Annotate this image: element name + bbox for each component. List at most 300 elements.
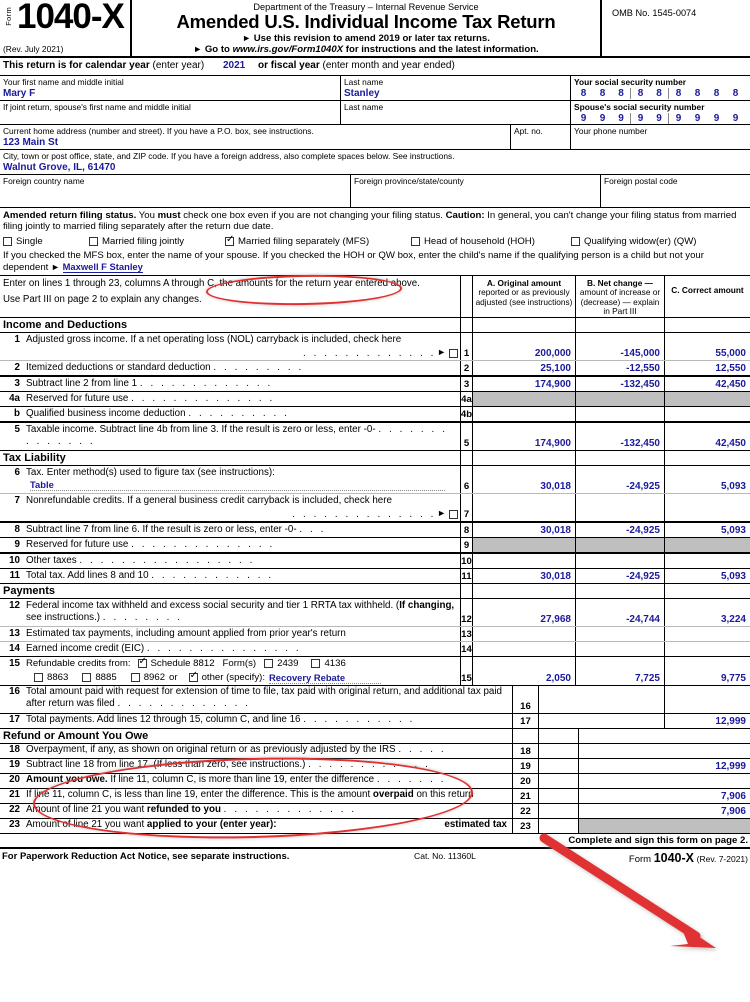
spouse-ssn-digit: 9 bbox=[637, 113, 644, 124]
first-name-field[interactable] bbox=[0, 76, 340, 100]
line-22-col-c[interactable]: 7,906 bbox=[578, 804, 750, 818]
line-3-gutter: 3 bbox=[460, 377, 472, 391]
form-id-block bbox=[0, 0, 132, 56]
checkbox-mfs-icon[interactable] bbox=[225, 237, 234, 246]
spouse-first-name-field[interactable] bbox=[0, 101, 340, 124]
fiscal-year-label: or fiscal year bbox=[258, 60, 320, 71]
spouse-ssn-caption: Spouse's social security number bbox=[574, 102, 705, 112]
line-18-text: Overpayment, if any, as shown on original return or as previously adjusted by the IRS bbox=[26, 744, 396, 755]
line-11-description bbox=[0, 569, 460, 583]
footer-form-label: Form bbox=[628, 854, 652, 865]
line-4a-description bbox=[0, 392, 460, 406]
checkbox-schedule-8812-icon[interactable] bbox=[138, 659, 147, 668]
line-6-description bbox=[0, 466, 460, 493]
column-c-spacer bbox=[664, 451, 750, 465]
line-6-col-a[interactable]: 30,018 bbox=[472, 466, 575, 493]
column-a-spacer bbox=[472, 451, 575, 465]
spouse-last-name-caption: Last name bbox=[344, 102, 384, 112]
line-15-forms-word: Form(s) bbox=[222, 658, 257, 669]
spouse-ssn-digit: 9 bbox=[713, 113, 720, 124]
column-c-spacer bbox=[578, 729, 750, 743]
checkbox-qw-icon[interactable] bbox=[571, 237, 580, 246]
line-3-col-a[interactable]: 174,900 bbox=[472, 377, 575, 391]
footer-form-id bbox=[540, 851, 750, 865]
line-15-row-1 bbox=[26, 658, 456, 670]
line-4b-col-c[interactable] bbox=[664, 407, 750, 421]
column-c-subtitle: amount bbox=[713, 284, 744, 295]
line-13-gutter: 13 bbox=[461, 629, 472, 640]
line-14-col-b[interactable] bbox=[575, 642, 664, 656]
spouse-last-name-field[interactable] bbox=[340, 101, 570, 124]
foreign-postal-caption: Foreign postal code bbox=[604, 176, 678, 186]
line-5-gutter: 5 bbox=[460, 423, 472, 450]
column-b-header bbox=[575, 276, 664, 317]
line-22-description bbox=[0, 804, 512, 818]
line-10-description bbox=[0, 554, 460, 568]
phone-value bbox=[574, 136, 747, 137]
line-15-col-c[interactable]: 9,775 bbox=[664, 657, 750, 685]
line-8-col-a[interactable]: 30,018 bbox=[472, 523, 575, 537]
line-2-col-c[interactable]: 12,550 bbox=[664, 361, 750, 375]
line-2-dots: . . . . . . . . . bbox=[213, 362, 304, 373]
line-9-text: Reserved for future use bbox=[26, 539, 129, 550]
line-11-col-a[interactable]: 30,018 bbox=[472, 569, 575, 583]
line-1-col-c[interactable]: 55,000 bbox=[664, 333, 750, 360]
phone-field[interactable] bbox=[570, 125, 750, 149]
foreign-province-caption: Foreign province/state/county bbox=[354, 176, 464, 186]
instructions-line-2: Use Part III on page 2 to explain any changes. bbox=[3, 294, 202, 306]
foreign-country-field[interactable] bbox=[0, 175, 350, 207]
line-number: 3 bbox=[14, 378, 20, 389]
line-18-dots: . . . . . bbox=[398, 744, 447, 755]
column-instructions bbox=[0, 276, 460, 317]
filing-status-text-b: check one box even if you are not changing your filing status. bbox=[180, 210, 446, 221]
line-14-text: Earned income credit (EIC) bbox=[26, 643, 145, 654]
line-3-col-b[interactable]: -132,450 bbox=[575, 377, 664, 391]
line-6-gutter: 6 bbox=[460, 466, 472, 493]
line-15-specify-value[interactable]: Recovery Rebate bbox=[269, 672, 381, 685]
line-12-col-a[interactable]: 27,968 bbox=[472, 599, 575, 626]
line-2-description bbox=[0, 361, 460, 375]
line-23-estimated-tax-label: estimated tax bbox=[444, 819, 507, 830]
foreign-address-row bbox=[0, 175, 750, 208]
table-row bbox=[0, 361, 750, 377]
line-17-col-c[interactable]: 12,999 bbox=[664, 714, 750, 728]
line-16-dots: . . . . . . . . . . . . . bbox=[117, 697, 251, 709]
line-4a-gutter: 4a bbox=[461, 394, 472, 405]
address-field[interactable] bbox=[0, 125, 510, 149]
column-a-spacer bbox=[472, 584, 575, 598]
mfs-arrow-icon: ► bbox=[51, 262, 60, 273]
line-2-text: Itemized deductions or standard deduction bbox=[26, 362, 211, 373]
line-7-col-c[interactable] bbox=[664, 494, 750, 521]
gutter-spacer bbox=[512, 729, 538, 743]
line-12-dots: . . . . . . . . bbox=[102, 611, 183, 623]
line-number: 10 bbox=[9, 555, 20, 566]
line-22-dots: . . . . . . . . . . . . . bbox=[223, 804, 357, 815]
line-20-description bbox=[0, 774, 512, 788]
checkbox-8885-icon[interactable] bbox=[82, 673, 91, 682]
line-number: 16 bbox=[9, 686, 20, 697]
line-1-gutter: 1 bbox=[460, 333, 472, 360]
calendar-year-row bbox=[0, 58, 750, 76]
section-tax-liability bbox=[0, 451, 750, 466]
column-a-subtitle: reported or as previously adjusted (see instructions) bbox=[475, 287, 573, 307]
table-row bbox=[0, 494, 750, 523]
line-6-method-value[interactable]: Table bbox=[30, 479, 445, 492]
spouse-ssn-digit: 9 bbox=[694, 113, 701, 124]
line-7-text: Nonrefundable credits. If a general business credit carryback is included, check here bbox=[26, 495, 392, 506]
column-b-spacer bbox=[575, 451, 664, 465]
spouse-ssn-digit: 9 bbox=[675, 113, 682, 124]
spouse-first-name-caption: If joint return, spouse's first name and middle initial bbox=[3, 102, 191, 112]
last-name-field[interactable] bbox=[340, 76, 570, 100]
ssn-digit: 8 bbox=[599, 88, 606, 99]
line-11-col-c[interactable]: 5,093 bbox=[664, 569, 750, 583]
line-21-col-c[interactable]: 7,906 bbox=[578, 789, 750, 803]
blank-spacer bbox=[538, 729, 578, 743]
line-13-text: Estimated tax payments, including amount applied from prior year's return bbox=[26, 628, 346, 639]
table-row bbox=[0, 789, 750, 804]
form-number-title: 1040-X bbox=[17, 0, 124, 36]
spouse-last-name-value bbox=[344, 112, 567, 113]
spouse-first-name-value bbox=[3, 112, 337, 113]
calendar-year-value[interactable]: 2021 bbox=[222, 60, 246, 71]
line-4a-col-a bbox=[472, 392, 575, 406]
line-number: 6 bbox=[14, 467, 20, 478]
line-21-text-pre: If line 11, column C, is less than line 19, enter the difference. This is the amount bbox=[26, 789, 373, 800]
line-8-gutter: 8 bbox=[460, 523, 472, 537]
line-7-carryback-checkbox[interactable] bbox=[449, 510, 458, 519]
line-4b-col-b[interactable] bbox=[575, 407, 664, 421]
filing-status-options bbox=[3, 236, 747, 247]
last-name-caption: Last name bbox=[344, 77, 384, 87]
line-10-col-a[interactable] bbox=[472, 554, 575, 568]
section-tax-label: Tax Liability bbox=[3, 452, 66, 464]
line-12-description bbox=[0, 599, 460, 626]
website-note bbox=[132, 44, 600, 55]
website-note-post: for instructions and the latest information. bbox=[343, 44, 539, 55]
filing-status-option-single[interactable] bbox=[3, 236, 89, 247]
ssn-field[interactable] bbox=[570, 76, 750, 100]
line-11-text: Total tax. Add lines 8 and 10 bbox=[26, 570, 149, 581]
line-number: 12 bbox=[9, 600, 20, 611]
revision-note-text: Use this revision to amend 2019 or later tax returns. bbox=[253, 33, 490, 44]
line-7-col-b[interactable] bbox=[575, 494, 664, 521]
line-22-blank-cell bbox=[538, 804, 578, 818]
filing-status-label-mfs: Married filing separately (MFS) bbox=[238, 235, 370, 247]
apt-caption: Apt. no. bbox=[514, 126, 543, 136]
line-3-col-c[interactable]: 42,450 bbox=[664, 377, 750, 391]
filing-status-caution: Caution: bbox=[445, 210, 485, 221]
line-16-col-c[interactable] bbox=[664, 686, 750, 713]
line-1-col-b[interactable]: -145,000 bbox=[575, 333, 664, 360]
checkbox-other-icon[interactable] bbox=[189, 673, 198, 682]
filing-status-option-hoh[interactable] bbox=[411, 236, 571, 247]
calendar-year-label: This return is for calendar year bbox=[3, 60, 150, 71]
line-12-col-b[interactable]: -24,744 bbox=[575, 599, 664, 626]
line-15-label-schedule-8812: Schedule 8812 bbox=[150, 658, 215, 669]
line-10-col-c[interactable] bbox=[664, 554, 750, 568]
line-6-col-b[interactable]: -24,925 bbox=[575, 466, 664, 493]
line-4b-col-a[interactable] bbox=[472, 407, 575, 421]
line-11-gutter: 11 bbox=[461, 571, 472, 582]
line-19-description bbox=[0, 759, 512, 773]
line-16-blank-cell bbox=[538, 686, 664, 713]
table-row bbox=[0, 657, 750, 686]
line-1-description bbox=[0, 333, 460, 360]
line-10-col-b[interactable] bbox=[575, 554, 664, 568]
mfs-spouse-note bbox=[3, 250, 747, 274]
apt-value bbox=[514, 136, 567, 137]
column-c-header bbox=[664, 276, 750, 317]
bullet-arrow-icon: ► bbox=[242, 33, 252, 43]
line-7-arrow-icon: ► bbox=[437, 508, 446, 519]
line-11-dots: . . . . . . . . . . . . bbox=[151, 570, 274, 581]
filing-status-option-qw[interactable] bbox=[571, 236, 696, 247]
line-7-gutter: 7 bbox=[460, 494, 472, 521]
line-6-col-c[interactable]: 5,093 bbox=[664, 466, 750, 493]
line-8-col-c[interactable]: 5,093 bbox=[664, 523, 750, 537]
line-4b-text: Qualified business income deduction bbox=[26, 408, 186, 419]
taxpayer-name-row bbox=[0, 76, 750, 101]
line-5-col-b[interactable]: -132,450 bbox=[575, 423, 664, 450]
calendar-year-hint: (enter year) bbox=[152, 60, 205, 71]
line-number: 8 bbox=[14, 524, 20, 535]
line-1-dots: . . . . . . . . . . . . . bbox=[302, 348, 436, 360]
line-number: 4a bbox=[9, 393, 20, 404]
line-8-col-b[interactable]: -24,925 bbox=[575, 523, 664, 537]
line-number: 2 bbox=[14, 362, 20, 373]
checkbox-8863-icon[interactable] bbox=[34, 673, 43, 682]
table-row bbox=[0, 642, 750, 657]
line-21-description bbox=[0, 789, 512, 803]
footer-form-number: 1040-X bbox=[653, 851, 695, 865]
line-2-col-a[interactable]: 25,100 bbox=[472, 361, 575, 375]
last-name-value: Stanley bbox=[344, 88, 380, 99]
line-15-label-8863: 8863 bbox=[47, 672, 69, 684]
form-footer bbox=[0, 849, 750, 865]
line-number: 9 bbox=[14, 539, 20, 550]
line-number: 15 bbox=[9, 658, 20, 669]
filing-status-label-qw: Qualifying widow(er) (QW) bbox=[584, 235, 697, 247]
line-7-col-a[interactable] bbox=[472, 494, 575, 521]
line-14-col-c[interactable] bbox=[664, 642, 750, 656]
line-20-text-bold: Amount you owe. bbox=[26, 774, 108, 785]
section-refund-label: Refund or Amount You Owe bbox=[3, 730, 149, 742]
line-number: 23 bbox=[9, 819, 20, 830]
line-23-gutter: 23 bbox=[512, 819, 538, 833]
line-12-col-c[interactable]: 3,224 bbox=[664, 599, 750, 626]
line-15-label-8962: 8962 bbox=[143, 672, 166, 684]
foreign-country-value bbox=[3, 186, 347, 187]
line-23-text-pre: Amount of line 21 you want bbox=[26, 819, 147, 830]
line-9-col-c bbox=[664, 538, 750, 552]
table-row bbox=[0, 333, 750, 361]
line-14-description bbox=[0, 642, 460, 656]
line-11-col-b[interactable]: -24,925 bbox=[575, 569, 664, 583]
line-15-col-a[interactable]: 2,050 bbox=[472, 657, 575, 685]
paperwork-notice: For Paperwork Reduction Act Notice, see separate instructions. bbox=[2, 851, 290, 862]
section-income-deductions bbox=[0, 318, 750, 333]
table-row bbox=[0, 627, 750, 642]
ssn-digit: 8 bbox=[650, 88, 669, 99]
line-19-col-c[interactable]: 12,999 bbox=[578, 759, 750, 773]
filing-status-option-mfs[interactable] bbox=[225, 236, 411, 247]
catalog-number: Cat. No. 11360L bbox=[414, 851, 476, 861]
city-state-zip-field[interactable] bbox=[0, 150, 750, 174]
checkbox-hoh-icon[interactable] bbox=[411, 237, 420, 246]
foreign-province-value bbox=[354, 186, 597, 187]
line-17-description bbox=[0, 714, 512, 728]
line-4b-gutter: 4b bbox=[460, 409, 473, 420]
column-c-title: C. Correct bbox=[671, 284, 712, 295]
line-number: 18 bbox=[9, 744, 20, 755]
section-payments-label: Payments bbox=[3, 585, 55, 597]
line-19-blank-cell bbox=[538, 759, 578, 773]
line-15-label-8885: 8885 bbox=[95, 672, 117, 684]
spouse-ssn-digits bbox=[574, 112, 747, 124]
ssn-digit: 8 bbox=[580, 88, 587, 99]
line-5-description bbox=[0, 423, 460, 450]
checkbox-single-icon[interactable] bbox=[3, 237, 12, 246]
line-21-blank-cell bbox=[538, 789, 578, 803]
line-5-col-a[interactable]: 174,900 bbox=[472, 423, 575, 450]
line-8-description bbox=[0, 523, 460, 537]
column-b-title: B. Net change — bbox=[587, 277, 653, 288]
spouse-ssn-field[interactable] bbox=[570, 101, 750, 124]
table-row bbox=[0, 523, 750, 538]
gutter-spacer bbox=[460, 451, 472, 465]
filing-status-section bbox=[0, 208, 750, 276]
irs-website-link[interactable]: www.irs.gov/Form1040X bbox=[232, 44, 344, 55]
line-1-nol-checkbox[interactable] bbox=[449, 349, 458, 358]
line-13-col-a[interactable] bbox=[472, 627, 575, 641]
filing-status-instructions bbox=[3, 210, 747, 233]
line-2-gutter: 2 bbox=[460, 361, 472, 375]
filing-status-text-c: In general, you can't change your filing status from married filing jointly to married filing separately after the return due date. bbox=[3, 210, 737, 233]
line-4a-col-c bbox=[664, 392, 750, 406]
line-18-col-c[interactable] bbox=[578, 744, 750, 758]
fiscal-year-hint: (enter month and year ended) bbox=[322, 60, 455, 71]
instructions-line-1: Enter on lines 1 through 23, columns A through C, the amounts for the return year entered above. bbox=[3, 277, 420, 289]
line-13-col-b[interactable] bbox=[575, 627, 664, 641]
foreign-postal-field[interactable] bbox=[600, 175, 750, 207]
table-row bbox=[0, 804, 750, 819]
table-row bbox=[0, 714, 750, 729]
line-4a-text: Reserved for future use bbox=[26, 393, 129, 404]
mfs-spouse-name-value[interactable]: Maxwell F Stanley bbox=[62, 261, 143, 273]
line-22-text-bold: refunded to you bbox=[146, 804, 221, 815]
city-row bbox=[0, 150, 750, 175]
line-9-gutter: 9 bbox=[460, 538, 472, 552]
line-2-col-b[interactable]: -12,550 bbox=[575, 361, 664, 375]
ssn-digits bbox=[574, 87, 747, 99]
line-1-col-a[interactable]: 200,000 bbox=[472, 333, 575, 360]
page-title: Amended U.S. Individual Income Tax Return bbox=[176, 11, 556, 32]
form-word-label: Form bbox=[4, 7, 13, 26]
column-header-row bbox=[0, 276, 750, 318]
line-23-blank-cell[interactable] bbox=[538, 819, 578, 833]
line-15-gutter: 15 bbox=[460, 657, 472, 685]
line-7-dots: . . . . . . . . . . . . . . bbox=[292, 509, 436, 521]
line-number-gutter-header bbox=[460, 276, 472, 317]
table-row bbox=[0, 819, 750, 833]
spouse-ssn-digit: 9 bbox=[732, 113, 739, 124]
line-3-dots: . . . . . . . . . . . . . bbox=[139, 378, 273, 389]
line-15-col-b[interactable]: 7,725 bbox=[575, 657, 664, 685]
section-refund bbox=[0, 729, 750, 744]
omb-number: OMB No. 1545-0074 bbox=[612, 8, 697, 18]
table-row bbox=[0, 423, 750, 451]
line-16-description bbox=[0, 686, 512, 713]
line-number: 7 bbox=[14, 495, 20, 506]
line-10-text: Other taxes bbox=[26, 555, 77, 566]
line-17-blank-cell bbox=[538, 714, 664, 728]
line-number: 21 bbox=[9, 789, 20, 800]
checkbox-4136-icon[interactable] bbox=[311, 659, 320, 668]
line-number: 20 bbox=[9, 774, 20, 785]
line-6-text: Tax. Enter method(s) used to figure tax (see instructions): bbox=[26, 467, 275, 478]
line-12-text-bold: If changing, bbox=[399, 600, 455, 611]
line-12-text-pre: Federal income tax withheld and excess social security and tier 1 RRTA tax withheld. ( bbox=[26, 600, 400, 611]
table-row bbox=[0, 377, 750, 392]
line-number: 14 bbox=[9, 643, 20, 654]
line-3-text: Subtract line 2 from line 1 bbox=[26, 378, 138, 389]
table-row bbox=[0, 538, 750, 554]
line-5-col-c[interactable]: 42,450 bbox=[664, 423, 750, 450]
first-name-caption: Your first name and middle initial bbox=[3, 77, 124, 87]
mfs-note-text: If you checked the MFS box, enter the name of your spouse. If you checked the HOH or QW box, enter the child's name if the qualifying person is a child but not your dependent bbox=[3, 249, 704, 274]
website-note-pre: Go to bbox=[204, 44, 233, 55]
ssn-digit: 8 bbox=[694, 88, 701, 99]
checkbox-8962-icon[interactable] bbox=[131, 673, 140, 682]
ssn-digit: 8 bbox=[713, 88, 720, 99]
line-number: b bbox=[14, 408, 20, 419]
line-5-dots: . . . . . . . . . . . . . . bbox=[26, 424, 448, 447]
address-row bbox=[0, 125, 750, 150]
line-20-col-c[interactable] bbox=[578, 774, 750, 788]
gutter-spacer bbox=[460, 584, 472, 598]
form-title-block bbox=[132, 0, 602, 56]
filing-status-text-a: You bbox=[136, 210, 158, 221]
filing-status-must: must bbox=[157, 210, 181, 221]
column-b-spacer bbox=[575, 318, 664, 332]
filing-status-option-mfj[interactable] bbox=[89, 236, 225, 247]
ssn-digit: 8 bbox=[675, 88, 682, 99]
ssn-caption: Your social security number bbox=[574, 77, 687, 87]
column-c-spacer bbox=[664, 318, 750, 332]
foreign-province-field[interactable] bbox=[350, 175, 600, 207]
spouse-ssn-digit: 9 bbox=[612, 113, 631, 124]
checkbox-2439-icon[interactable] bbox=[264, 659, 273, 668]
line-22-text-pre: Amount of line 21 you want bbox=[26, 804, 147, 815]
line-12-gutter: 12 bbox=[460, 599, 472, 626]
filing-status-label-mfj: Married filing jointly bbox=[102, 235, 185, 247]
gutter-spacer bbox=[460, 318, 472, 332]
bullet-arrow-icon-2: ► bbox=[193, 44, 203, 54]
checkbox-mfj-icon[interactable] bbox=[89, 237, 98, 246]
apt-field[interactable] bbox=[510, 125, 570, 149]
line-13-col-c[interactable] bbox=[664, 627, 750, 641]
filing-status-heading: Amended return filing status. bbox=[3, 210, 137, 221]
table-row bbox=[0, 466, 750, 494]
line-10-gutter: 10 bbox=[461, 556, 472, 567]
line-9-dots: . . . . . . . . . . . . . . bbox=[131, 539, 275, 550]
line-14-col-a[interactable] bbox=[472, 642, 575, 656]
footer-form-revision: (Rev. 7-2021) bbox=[696, 854, 748, 864]
spouse-name-row bbox=[0, 101, 750, 125]
